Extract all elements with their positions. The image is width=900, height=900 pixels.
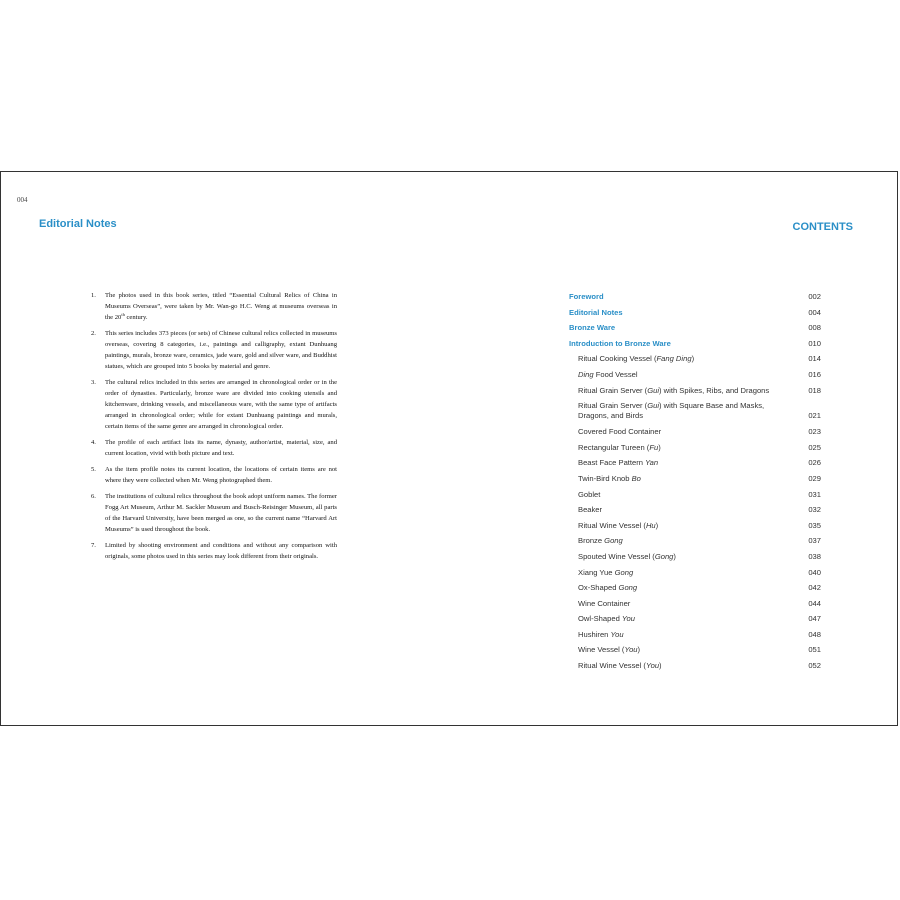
toc-entry-title — [569, 474, 801, 484]
toc-entry-title — [569, 536, 801, 546]
toc-entry-title-italic: Gui — [647, 401, 660, 411]
toc-entry-title-part: Bronze Ware — [569, 323, 616, 333]
toc-entry-title-italic: Gong — [618, 583, 638, 593]
note-number: 3. — [91, 379, 96, 386]
toc-entry[interactable] — [569, 474, 821, 484]
toc-section-entry[interactable] — [569, 292, 821, 302]
toc-entry-page: 038 — [808, 551, 821, 561]
toc-entry-page: 014 — [808, 354, 821, 364]
toc-entry-title-part: ) — [658, 442, 661, 452]
toc-entry-title-italic: Gui — [647, 385, 660, 395]
toc-entry-title — [569, 292, 801, 302]
toc-entry-title — [569, 458, 801, 468]
toc-entry-page: 037 — [808, 536, 821, 546]
toc-entry-title — [569, 401, 801, 421]
note-number: 7. — [91, 542, 96, 549]
toc-entry-title — [569, 583, 801, 593]
toc-entry-title — [569, 505, 801, 515]
toc-entry-title-part: Beast Face Pattern — [578, 458, 646, 468]
toc-entry-title — [569, 427, 801, 437]
toc-entry-title-italic: Hu — [645, 520, 656, 530]
toc-entry-title — [569, 568, 801, 578]
toc-entry-title-part: ) — [637, 645, 641, 655]
toc-entry-title-italic: Bo — [631, 473, 641, 483]
toc-entry-title — [569, 630, 801, 640]
toc-entry-title-italic: Gong — [604, 536, 623, 546]
toc-entry-title-italic: Ding — [578, 369, 594, 379]
toc-entry-page: 008 — [808, 323, 821, 333]
note-text: This series includes 373 pieces (or sets) of Chinese cultural relics collected in museums overseas, covering 8 categories, i.e., paintings and calligraphy, extant Dunhuang paintings, murals, bronze ware, ceramics, jade ware, gold and silver ware, and Buddhist statues, which are grouped into 5 books by material and genre. — [105, 330, 337, 370]
toc-section-entry[interactable] — [569, 308, 821, 318]
toc-entry-title-part: Wine Vessel ( — [578, 645, 625, 655]
note-superscript: th — [121, 311, 125, 317]
toc-entry-page: 026 — [808, 458, 821, 468]
note-item — [91, 328, 337, 372]
note-text-end: century. — [124, 314, 148, 321]
note-number: 5. — [91, 466, 96, 473]
toc-entry-page: 021 — [808, 411, 821, 421]
note-text: The profile of each artifact lists its name, dynasty, author/artist, material, size, and current location, vivid with both picture and text. — [105, 439, 337, 457]
toc-entry[interactable] — [569, 505, 821, 515]
note-number: 4. — [91, 439, 96, 446]
toc-entry[interactable] — [569, 458, 821, 468]
toc-section-entry[interactable] — [569, 339, 821, 349]
toc-entry-page: 004 — [808, 307, 821, 317]
toc-entry[interactable] — [569, 661, 821, 671]
toc-entry-title-part: ) — [691, 354, 695, 364]
toc-entry-title-italic: You — [621, 614, 635, 624]
toc-entry-title-part: ) — [655, 520, 659, 530]
toc-entry[interactable] — [569, 386, 821, 396]
note-text: The institutions of cultural relics throughout the book adopt uniform names. The former Fogg Art Museum, Arthur M. Sackler Museum and Busch-Reisinger Museum, all parts of the Harvard University, have been merged as one, so the current name “Harvard Art Museums” is used throughout the book. — [105, 493, 337, 533]
toc-entry[interactable] — [569, 599, 821, 609]
toc-entry-title-part: ) with Spikes, Ribs, and Dragons — [659, 385, 770, 395]
note-text: As the item profile notes its current location, the locations of certain items are not where they were collected when Mr. Weng photographed them. — [105, 466, 337, 484]
toc-entry-title — [569, 308, 801, 318]
toc-entry-page: 029 — [808, 473, 821, 483]
note-text: The photos used in this book series, titled “Essential Cultural Relics of China in Museums Overseas”, were taken by Mr. Wan-go H.C. Weng at museums overseas in the 20 — [105, 292, 337, 321]
toc-entry-page: 025 — [808, 442, 821, 452]
toc-entry-page: 032 — [808, 505, 821, 515]
note-number: 6. — [91, 493, 96, 500]
note-item — [91, 540, 337, 562]
toc-entry-page: 023 — [808, 427, 821, 437]
toc-entry-title-italic: Gong — [614, 567, 634, 577]
toc-entry-title-part: Rectangular Tureen ( — [578, 442, 650, 452]
editorial-notes-list — [91, 290, 337, 567]
toc-entry[interactable] — [569, 427, 821, 437]
toc-entry-title-part: Spouted Wine Vessel ( — [578, 551, 655, 561]
note-number: 2. — [91, 330, 96, 337]
toc-entry[interactable] — [569, 568, 821, 578]
toc-entry-title-part: Ritual Grain Server ( — [578, 385, 648, 395]
note-item — [91, 377, 337, 432]
note-text: The cultural relics included in this series are arranged in chronological order or in the order of dynasties. Particularly, bronze ware are divided into cooking utensils and kitchenware, drinking vessels, and miscellaneous ware, with the same type of artifacts arranged in chronological order; while for extant Dunhuang paintings and murals, certain items of the same genre are arranged in chronological order. — [105, 379, 337, 430]
editorial-notes-title: Editorial Notes — [39, 218, 117, 230]
toc-entry-title-part: Bronze — [578, 536, 605, 546]
toc-entry-title-part: Ox-Shaped — [578, 583, 619, 593]
toc-entry-page: 042 — [808, 583, 821, 593]
toc-entry-title-part: Wine Container — [578, 598, 631, 608]
note-item — [91, 437, 337, 459]
toc-entry[interactable] — [569, 583, 821, 593]
toc-entry[interactable] — [569, 645, 821, 655]
toc-entry-title — [569, 370, 801, 380]
toc-entry-title — [569, 645, 801, 655]
toc-entry-title-part: Ritual Wine Vessel ( — [578, 661, 646, 671]
toc-entry-page: 044 — [808, 598, 821, 608]
toc-entry-title-part: Goblet — [578, 489, 601, 499]
toc-entry-title — [569, 443, 801, 453]
toc-entry-title-part: Owl-Shaped — [578, 614, 622, 624]
toc-entry-title-italic: You — [645, 661, 660, 671]
toc-entry-title-part: Introduction to Bronze Ware — [569, 338, 671, 348]
toc-entry-title — [569, 521, 801, 531]
toc-entry-page: 040 — [808, 567, 821, 577]
toc-entry[interactable] — [569, 490, 821, 500]
toc-entry-page: 010 — [808, 338, 821, 348]
toc-entry-page: 018 — [808, 385, 821, 395]
toc-entry-title — [569, 599, 801, 609]
toc-entry-page: 016 — [808, 369, 821, 379]
toc-entry-title — [569, 661, 801, 671]
toc-entry-title-part: Editorial Notes — [569, 307, 623, 317]
note-item — [91, 464, 337, 486]
contents-title: CONTENTS — [792, 221, 853, 233]
note-number: 1. — [91, 292, 96, 299]
note-item — [91, 491, 337, 535]
toc-entry-page: 002 — [808, 292, 821, 301]
toc-entry-title — [569, 354, 801, 364]
toc-entry[interactable] — [569, 552, 821, 562]
toc-entry-title-italic: Gong — [654, 551, 674, 561]
toc-section-entry[interactable] — [569, 323, 821, 333]
toc-entry-title-part: Ritual Cooking Vessel ( — [578, 354, 657, 364]
page-number: 004 — [17, 196, 28, 204]
toc-entry-title — [569, 614, 801, 624]
toc-entry[interactable] — [569, 401, 821, 421]
toc-entry-title-italic: Fu — [649, 442, 659, 452]
toc-entry-title — [569, 490, 801, 500]
toc-entry-title-part: Ritual Grain Server ( — [578, 401, 648, 411]
toc-entry-title-part: Foreword — [569, 292, 604, 301]
toc-entry-title-italic: You — [624, 645, 638, 655]
note-text: Limited by shooting environment and conditions and without any comparison with originals, some photos used in this series may look different from their originals. — [105, 542, 337, 560]
toc-entry-title-part: Xiang Yue — [578, 567, 615, 577]
book-spread — [0, 171, 898, 726]
toc-entry[interactable] — [569, 354, 821, 364]
toc-entry[interactable] — [569, 443, 821, 453]
toc-entry-page: 048 — [808, 629, 821, 639]
toc-entry[interactable] — [569, 614, 821, 624]
toc-entry-title-part: ) — [659, 661, 662, 671]
toc-entry-title-part: Ritual Wine Vessel ( — [578, 520, 646, 530]
toc-entry-title-italic: You — [610, 629, 624, 639]
toc-entry-title — [569, 552, 801, 562]
toc-entry-title-part: Beaker — [578, 505, 603, 515]
toc-entry-title-part: Hushiren — [578, 629, 611, 639]
toc-entry-title — [569, 386, 801, 396]
toc-entry-title-part: ) with Square Base and Masks, Dragons, and Birds — [578, 401, 765, 421]
toc-entry-page: 052 — [808, 661, 821, 671]
toc-entry[interactable] — [569, 630, 821, 640]
toc-entry[interactable] — [569, 370, 821, 380]
table-of-contents — [569, 292, 821, 677]
toc-entry-title-part: Food Vessel — [593, 369, 638, 379]
toc-entry-title — [569, 339, 801, 349]
note-item — [91, 290, 337, 323]
toc-entry-page: 047 — [808, 614, 821, 624]
toc-entry-title-italic: Yan — [645, 458, 659, 468]
toc-entry-title-italic: Fang Ding — [656, 354, 692, 364]
toc-entry-title-part: ) — [673, 551, 676, 561]
toc-entry-title-part: Twin-Bird Knob — [578, 473, 632, 483]
toc-entry[interactable] — [569, 536, 821, 546]
toc-entry-title — [569, 323, 801, 333]
toc-entry-page: 051 — [808, 645, 821, 655]
toc-entry-page: 031 — [808, 489, 821, 499]
toc-entry[interactable] — [569, 521, 821, 531]
toc-entry-title-part: Covered Food Container — [578, 427, 662, 437]
toc-entry-page: 035 — [808, 520, 821, 530]
